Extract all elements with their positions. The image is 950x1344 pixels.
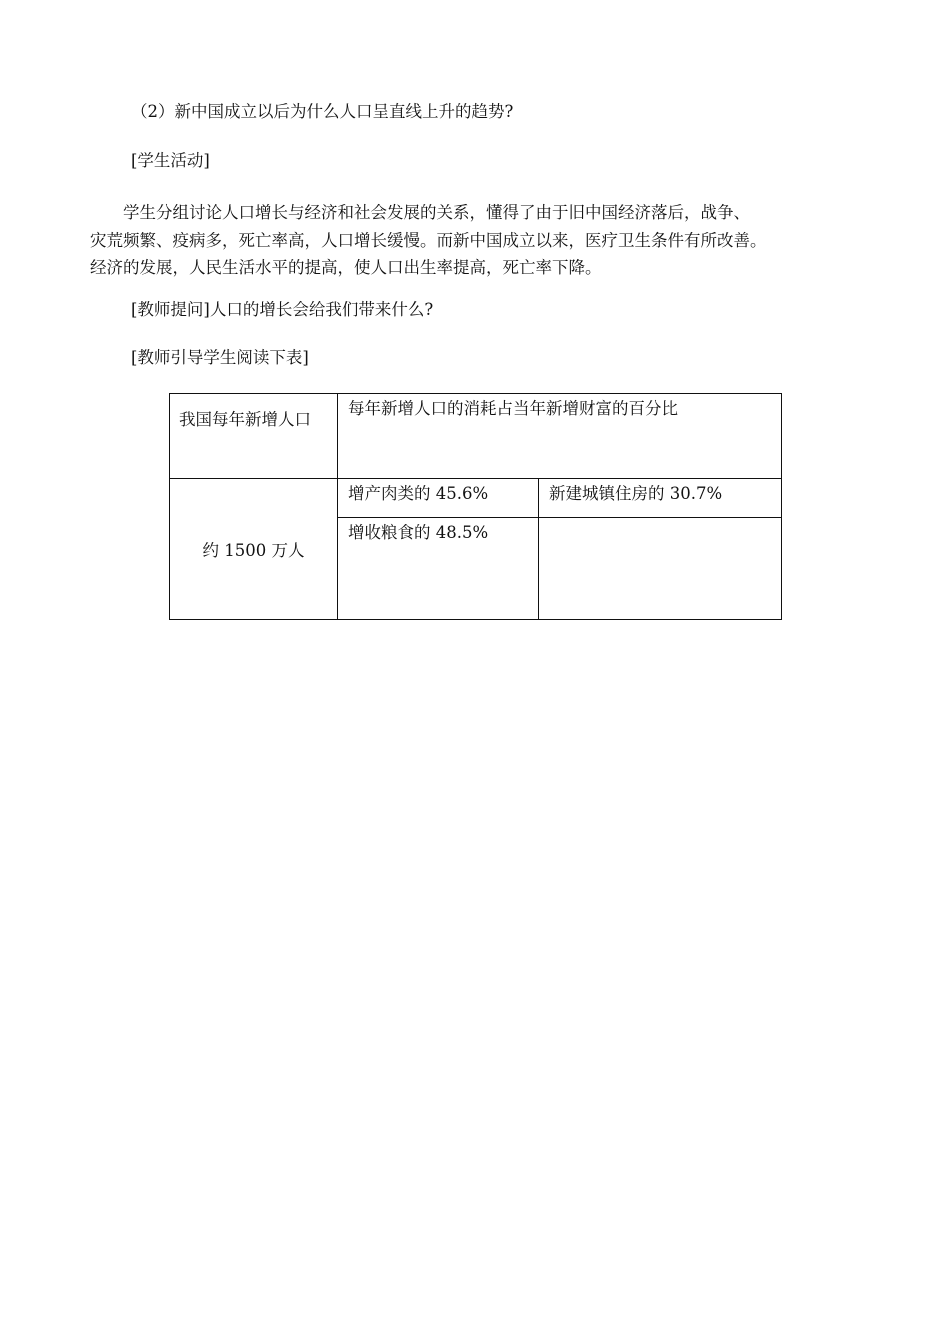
row-label-text: 约 1500 万人 xyxy=(202,541,305,560)
table-header-row xyxy=(170,394,782,479)
paragraph-line: 经济的发展，人民生活水平的提高，使人口出生率提高，死亡率下降。 xyxy=(90,258,602,277)
header-right-text: 每年新增人口的消耗占当年新增财富的百分比 xyxy=(348,399,678,418)
teacher-question: [教师提问]人口的增长会给我们带来什么? xyxy=(131,300,434,319)
row-label-cell xyxy=(170,479,338,620)
teacher-guide: [教师引导学生阅读下表] xyxy=(131,348,309,367)
meat-text: 增产肉类的 45.6% xyxy=(348,484,489,503)
paragraph-line: 学生分组讨论人口增长与经济和社会发展的关系，懂得了由于旧中国经济落后，战争、 xyxy=(90,203,750,222)
housing-cell xyxy=(539,479,782,518)
empty-cell xyxy=(539,518,782,620)
population-table xyxy=(169,393,782,620)
table-row xyxy=(170,479,782,518)
header-cell-left xyxy=(170,394,338,479)
student-activity-heading: [学生活动] xyxy=(131,151,210,170)
housing-text: 新建城镇住房的 30.7% xyxy=(549,484,723,503)
grain-cell xyxy=(338,518,539,620)
question-line: （2）新中国成立以后为什么人口呈直线上升的趋势? xyxy=(131,102,514,121)
header-left-text: 我国每年新增人口 xyxy=(179,410,311,429)
discussion-paragraph xyxy=(90,199,870,282)
header-cell-right xyxy=(338,394,782,479)
empty-text xyxy=(539,518,781,522)
meat-cell xyxy=(338,479,539,518)
grain-text: 增收粮食的 48.5% xyxy=(348,523,489,543)
paragraph-line: 灾荒频繁、疫病多，死亡率高，人口增长缓慢。而新中国成立以来，医疗卫生条件有所改善。 xyxy=(90,230,767,250)
